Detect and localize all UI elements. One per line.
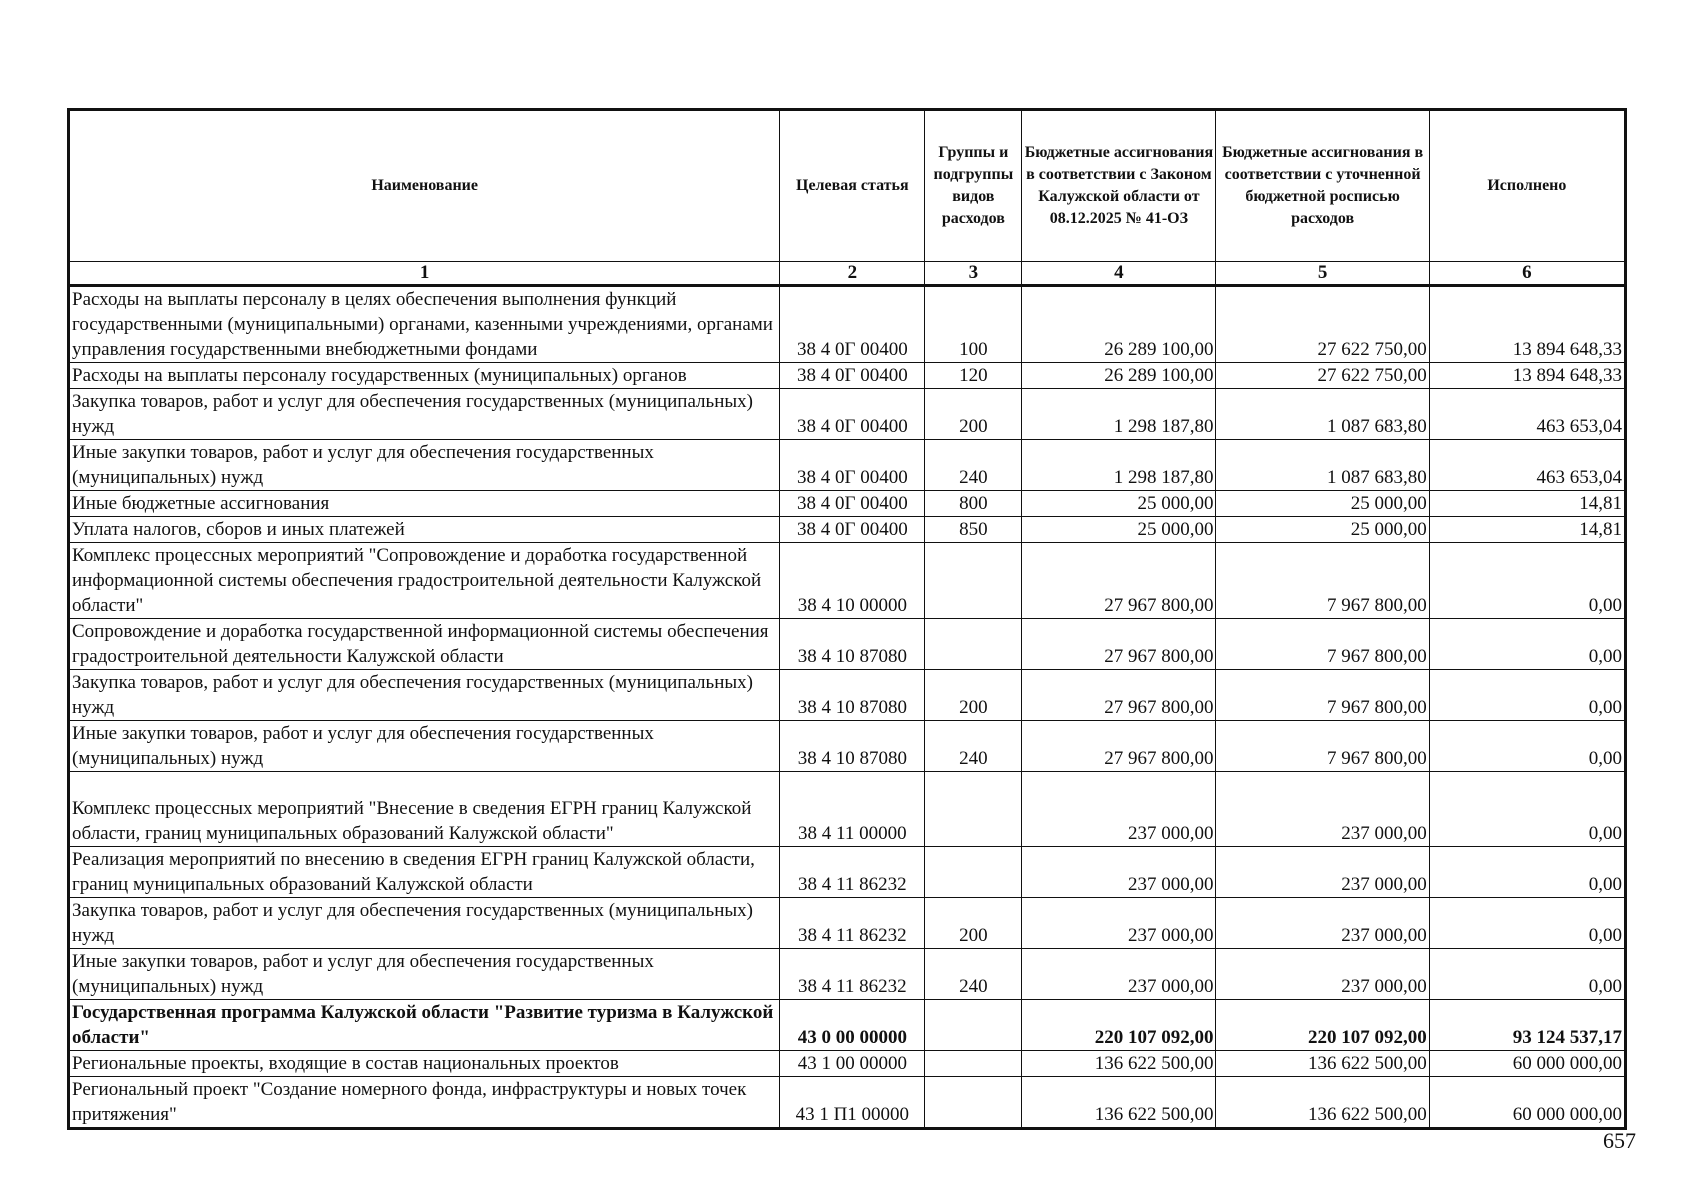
row-expense-group: 200 bbox=[925, 670, 1022, 721]
row-expense-group bbox=[925, 1077, 1022, 1129]
row-expense-group: 240 bbox=[925, 721, 1022, 772]
row-executed-amount: 463 653,04 bbox=[1429, 440, 1625, 491]
header-expense-groups: Группы и подгруппы видов расходов bbox=[925, 110, 1022, 262]
row-refined-amount: 1 087 683,80 bbox=[1216, 389, 1429, 440]
row-law-amount: 26 289 100,00 bbox=[1022, 286, 1216, 363]
row-expense-group: 200 bbox=[925, 898, 1022, 949]
row-target-code: 38 4 0Г 00400 bbox=[780, 363, 925, 389]
row-executed-amount: 0,00 bbox=[1429, 670, 1625, 721]
table-row bbox=[69, 949, 1626, 1000]
row-executed-amount: 0,00 bbox=[1429, 721, 1625, 772]
row-refined-amount: 27 622 750,00 bbox=[1216, 286, 1429, 363]
header-target-article: Целевая статья bbox=[780, 110, 925, 262]
column-number: 1 bbox=[69, 262, 780, 286]
row-refined-amount: 1 087 683,80 bbox=[1216, 440, 1429, 491]
row-target-code: 38 4 0Г 00400 bbox=[780, 286, 925, 363]
row-target-code: 43 0 00 00000 bbox=[780, 1000, 925, 1051]
row-expense-group: 240 bbox=[925, 440, 1022, 491]
column-number: 3 bbox=[925, 262, 1022, 286]
table-row bbox=[69, 286, 1626, 363]
row-refined-amount: 25 000,00 bbox=[1216, 517, 1429, 543]
row-executed-amount: 60 000 000,00 bbox=[1429, 1051, 1625, 1077]
row-target-code: 43 1 00 00000 bbox=[780, 1051, 925, 1077]
row-name: Региональный проект "Создание номерного фонда, инфраструктуры и новых точек притяжения" bbox=[69, 1077, 780, 1129]
header-name: Наименование bbox=[69, 110, 780, 262]
table-row bbox=[69, 898, 1626, 949]
row-target-code: 38 4 11 86232 bbox=[780, 847, 925, 898]
table-row bbox=[69, 847, 1626, 898]
row-executed-amount: 0,00 bbox=[1429, 847, 1625, 898]
row-expense-group: 240 bbox=[925, 949, 1022, 1000]
budget-table bbox=[67, 108, 1627, 1130]
row-executed-amount: 13 894 648,33 bbox=[1429, 286, 1625, 363]
table-row bbox=[69, 772, 1626, 847]
header-executed: Исполнено bbox=[1429, 110, 1625, 262]
row-refined-amount: 7 967 800,00 bbox=[1216, 619, 1429, 670]
row-executed-amount: 0,00 bbox=[1429, 898, 1625, 949]
row-target-code: 38 4 10 87080 bbox=[780, 619, 925, 670]
row-law-amount: 237 000,00 bbox=[1022, 847, 1216, 898]
row-refined-amount: 237 000,00 bbox=[1216, 847, 1429, 898]
row-expense-group bbox=[925, 1051, 1022, 1077]
table-row bbox=[69, 389, 1626, 440]
header-refined-allocations: Бюджетные ассигнования в соответствии с уточненной бюджетной росписью расходов bbox=[1216, 110, 1429, 262]
row-target-code: 38 4 0Г 00400 bbox=[780, 440, 925, 491]
header-law-allocations: Бюджетные ассигнования в соответствии с Законом Калужской области от 08.12.2025 № 41-ОЗ bbox=[1022, 110, 1216, 262]
column-number: 5 bbox=[1216, 262, 1429, 286]
table-row bbox=[69, 619, 1626, 670]
page-number: 657 bbox=[1603, 1128, 1636, 1153]
row-expense-group bbox=[925, 543, 1022, 619]
row-law-amount: 1 298 187,80 bbox=[1022, 440, 1216, 491]
row-refined-amount: 25 000,00 bbox=[1216, 491, 1429, 517]
row-law-amount: 136 622 500,00 bbox=[1022, 1051, 1216, 1077]
row-target-code: 38 4 10 00000 bbox=[780, 543, 925, 619]
row-refined-amount: 27 622 750,00 bbox=[1216, 363, 1429, 389]
row-expense-group: 850 bbox=[925, 517, 1022, 543]
row-refined-amount: 237 000,00 bbox=[1216, 898, 1429, 949]
row-name: Расходы на выплаты персоналу в целях обеспечения выполнения функций государственными (муниципальными) органами, казенными учреждениями, органами управления государственными внебюджетными фондами bbox=[69, 286, 780, 363]
row-name: Комплекс процессных мероприятий "Сопровождение и доработка государственной информационной системы обеспечения градостроительной деятельности Калужской области" bbox=[69, 543, 780, 619]
row-executed-amount: 14,81 bbox=[1429, 491, 1625, 517]
row-executed-amount: 60 000 000,00 bbox=[1429, 1077, 1625, 1129]
row-executed-amount: 93 124 537,17 bbox=[1429, 1000, 1625, 1051]
table-body bbox=[69, 286, 1626, 1129]
table-row bbox=[69, 543, 1626, 619]
row-refined-amount: 237 000,00 bbox=[1216, 772, 1429, 847]
row-target-code: 38 4 11 00000 bbox=[780, 772, 925, 847]
row-law-amount: 220 107 092,00 bbox=[1022, 1000, 1216, 1051]
row-executed-amount: 0,00 bbox=[1429, 619, 1625, 670]
row-target-code: 38 4 11 86232 bbox=[780, 949, 925, 1000]
row-law-amount: 27 967 800,00 bbox=[1022, 721, 1216, 772]
row-law-amount: 27 967 800,00 bbox=[1022, 619, 1216, 670]
row-expense-group bbox=[925, 847, 1022, 898]
table-row bbox=[69, 721, 1626, 772]
row-name: Иные закупки товаров, работ и услуг для обеспечения государственных (муниципальных) нужд bbox=[69, 440, 780, 491]
row-name: Закупка товаров, работ и услуг для обеспечения государственных (муниципальных) нужд bbox=[69, 898, 780, 949]
row-name: Сопровождение и доработка государственной информационной системы обеспечения градостроительной деятельности Калужской области bbox=[69, 619, 780, 670]
column-number: 6 bbox=[1429, 262, 1625, 286]
row-name: Комплекс процессных мероприятий "Внесение в сведения ЕГРН границ Калужской области, границ муниципальных образований Калужской области" bbox=[69, 772, 780, 847]
row-law-amount: 237 000,00 bbox=[1022, 949, 1216, 1000]
row-refined-amount: 136 622 500,00 bbox=[1216, 1051, 1429, 1077]
row-refined-amount: 7 967 800,00 bbox=[1216, 670, 1429, 721]
row-name: Закупка товаров, работ и услуг для обеспечения государственных (муниципальных) нужд bbox=[69, 389, 780, 440]
row-name: Иные закупки товаров, работ и услуг для обеспечения государственных (муниципальных) нужд bbox=[69, 949, 780, 1000]
column-number: 2 bbox=[780, 262, 925, 286]
row-target-code: 38 4 0Г 00400 bbox=[780, 389, 925, 440]
row-name: Иные бюджетные ассигнования bbox=[69, 491, 780, 517]
row-law-amount: 25 000,00 bbox=[1022, 491, 1216, 517]
row-name: Реализация мероприятий по внесению в сведения ЕГРН границ Калужской области, границ муниципальных образований Калужской области bbox=[69, 847, 780, 898]
column-numbers-row bbox=[69, 262, 1626, 286]
row-name: Закупка товаров, работ и услуг для обеспечения государственных (муниципальных) нужд bbox=[69, 670, 780, 721]
table-row bbox=[69, 440, 1626, 491]
table-row bbox=[69, 1077, 1626, 1129]
row-law-amount: 136 622 500,00 bbox=[1022, 1077, 1216, 1129]
table-header bbox=[69, 110, 1626, 286]
row-name: Иные закупки товаров, работ и услуг для обеспечения государственных (муниципальных) нужд bbox=[69, 721, 780, 772]
row-executed-amount: 14,81 bbox=[1429, 517, 1625, 543]
row-target-code: 38 4 11 86232 bbox=[780, 898, 925, 949]
row-refined-amount: 7 967 800,00 bbox=[1216, 721, 1429, 772]
row-executed-amount: 0,00 bbox=[1429, 543, 1625, 619]
row-executed-amount: 13 894 648,33 bbox=[1429, 363, 1625, 389]
row-law-amount: 1 298 187,80 bbox=[1022, 389, 1216, 440]
row-target-code: 38 4 10 87080 bbox=[780, 670, 925, 721]
row-law-amount: 27 967 800,00 bbox=[1022, 543, 1216, 619]
row-name: Государственная программа Калужской области "Развитие туризма в Калужской области" bbox=[69, 1000, 780, 1051]
row-expense-group bbox=[925, 619, 1022, 670]
row-name: Расходы на выплаты персоналу государственных (муниципальных) органов bbox=[69, 363, 780, 389]
table-row bbox=[69, 670, 1626, 721]
column-number: 4 bbox=[1022, 262, 1216, 286]
row-refined-amount: 136 622 500,00 bbox=[1216, 1077, 1429, 1129]
row-expense-group: 800 bbox=[925, 491, 1022, 517]
row-refined-amount: 237 000,00 bbox=[1216, 949, 1429, 1000]
row-law-amount: 27 967 800,00 bbox=[1022, 670, 1216, 721]
row-law-amount: 237 000,00 bbox=[1022, 898, 1216, 949]
table-row bbox=[69, 1000, 1626, 1051]
row-executed-amount: 463 653,04 bbox=[1429, 389, 1625, 440]
row-executed-amount: 0,00 bbox=[1429, 949, 1625, 1000]
table-row bbox=[69, 491, 1626, 517]
row-expense-group: 200 bbox=[925, 389, 1022, 440]
table-row bbox=[69, 363, 1626, 389]
row-name: Региональные проекты, входящие в состав национальных проектов bbox=[69, 1051, 780, 1077]
row-name: Уплата налогов, сборов и иных платежей bbox=[69, 517, 780, 543]
row-target-code: 38 4 0Г 00400 bbox=[780, 491, 925, 517]
row-expense-group bbox=[925, 772, 1022, 847]
row-executed-amount: 0,00 bbox=[1429, 772, 1625, 847]
row-target-code: 43 1 П1 00000 bbox=[780, 1077, 925, 1129]
table-row bbox=[69, 1051, 1626, 1077]
row-expense-group: 100 bbox=[925, 286, 1022, 363]
row-refined-amount: 220 107 092,00 bbox=[1216, 1000, 1429, 1051]
row-target-code: 38 4 10 87080 bbox=[780, 721, 925, 772]
row-expense-group bbox=[925, 1000, 1022, 1051]
row-law-amount: 26 289 100,00 bbox=[1022, 363, 1216, 389]
row-law-amount: 237 000,00 bbox=[1022, 772, 1216, 847]
row-expense-group: 120 bbox=[925, 363, 1022, 389]
row-target-code: 38 4 0Г 00400 bbox=[780, 517, 925, 543]
row-refined-amount: 7 967 800,00 bbox=[1216, 543, 1429, 619]
row-law-amount: 25 000,00 bbox=[1022, 517, 1216, 543]
table-row bbox=[69, 517, 1626, 543]
